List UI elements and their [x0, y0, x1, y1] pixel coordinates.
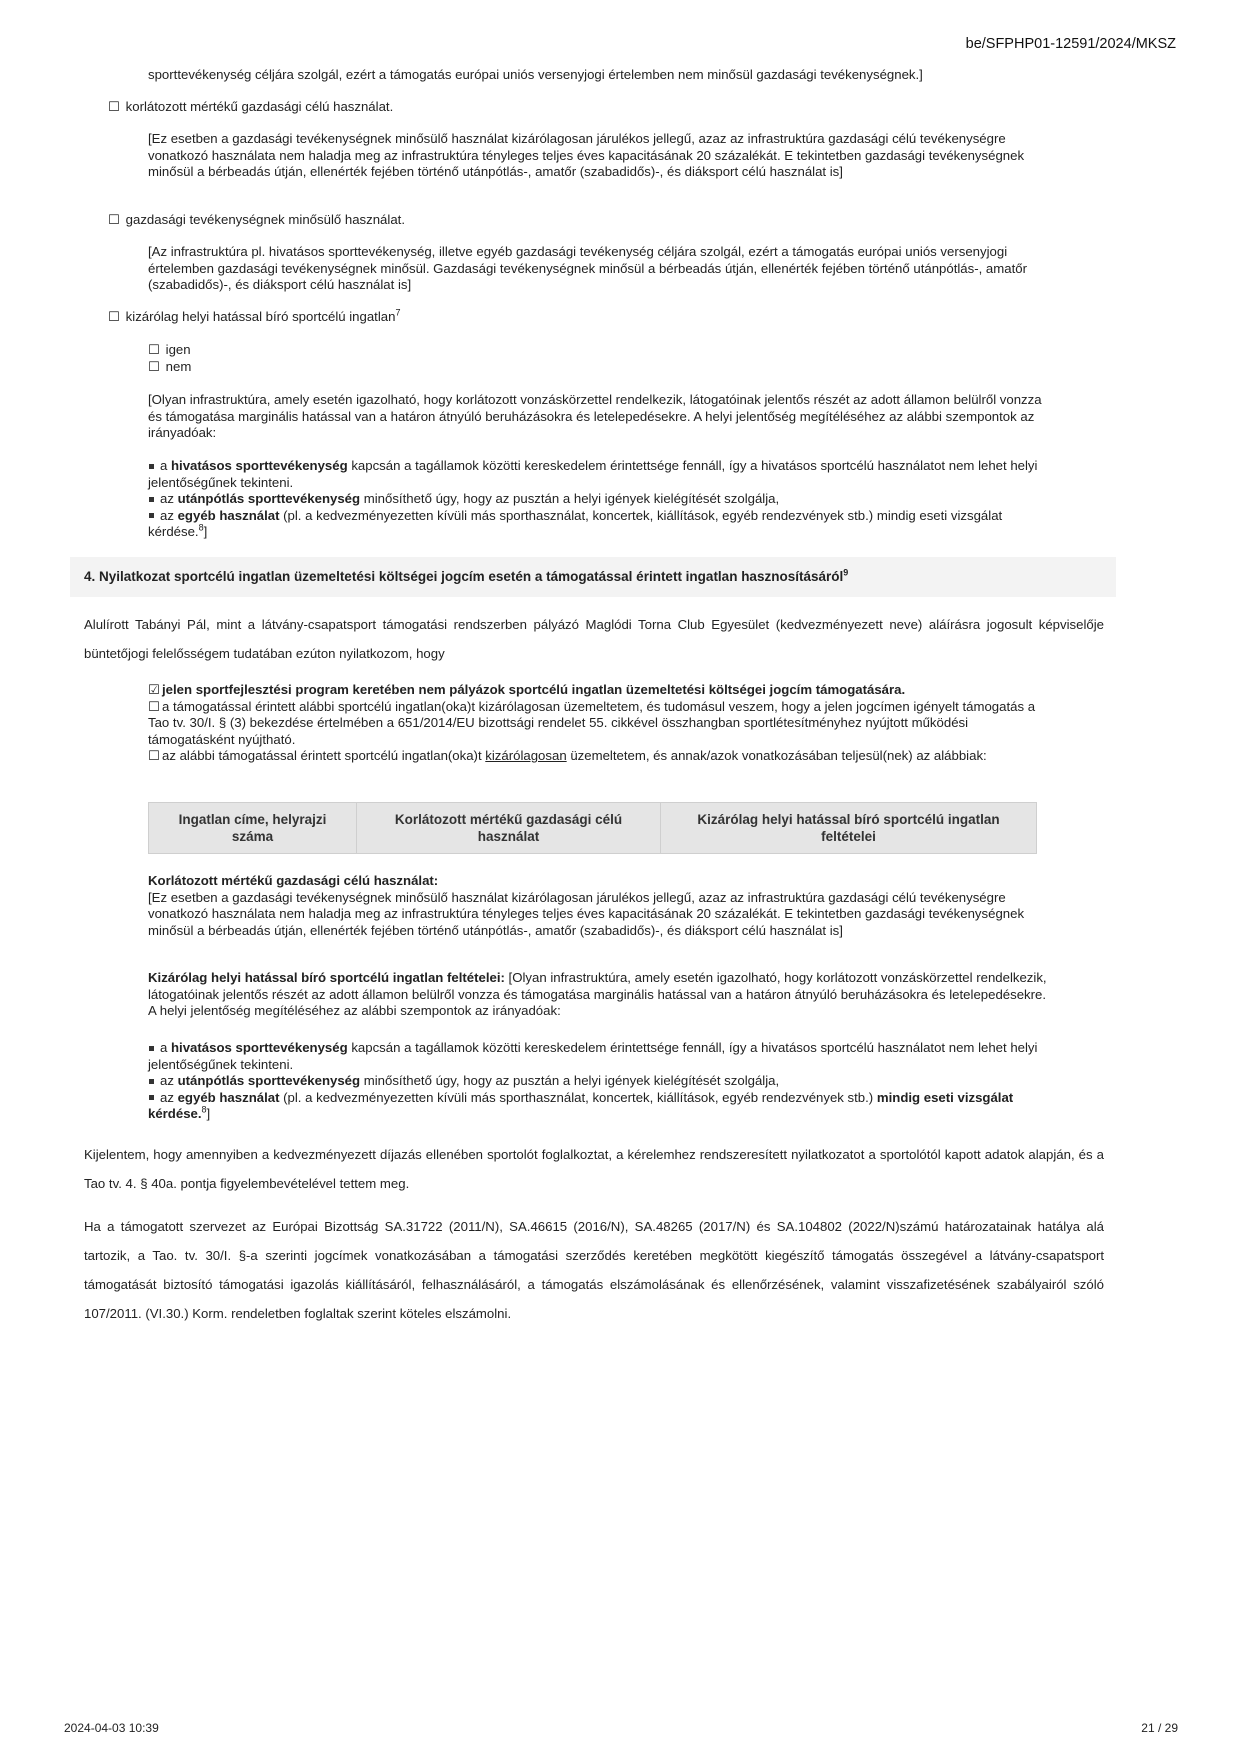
table-header-local-impact: Kizárólag helyi hatással bíró sportcélú ingatlan feltételei	[661, 803, 1037, 854]
option-limited-use-description: [Ez esetben a gazdasági tevékenységnek minősülő használat kizárólagosan járulékos jellegű, azaz az infrastruktúra gazdasági célú tevékenységre vonatkozó használata nem haladja meg az infrastruktúra tényleges teljes éves kapacitásának 20 százalékát. E tekintetben gazdasági tevékenységnek minősül a bérbeadás útján, ellenérték fejében történő utánpótlás-, amatőr (szabadidős)-, és diáksport célú használat is]	[148, 131, 1025, 179]
list-item: az egyéb használat (pl. a kedvezményezetten kívüli más sporthasználat, koncertek, kiállítások, egyéb rendezvények stb.) mindig eseti vizsgálat kérdése.$^8$]	[148, 507, 1003, 539]
bullet-icon	[149, 1079, 154, 1084]
section-4-heading: 4. Nyilatkozat sportcélú ingatlan üzemeltetési költségei jogcím esetén a támogatással érintett ingatlan hasznosításáról$^9$	[70, 557, 1116, 597]
checkbox-no[interactable]: ☐	[148, 359, 160, 374]
declaration-no-application-text: jelen sportfejlesztési program keretében nem pályázok sportcélú ingatlan üzemeltetési költségei jogcím támogatására.	[162, 682, 906, 697]
declaration-no-application	[148, 682, 1048, 699]
bullet-icon	[149, 1095, 154, 1100]
option-economic-use-label: gazdasági tevékenységnek minősülő használat.	[125, 212, 405, 227]
criteria-list-1	[148, 458, 1048, 541]
list-item: a hivatásos sporttevékenység kapcsán a tagállamok közötti kereskedelem érintettsége fennáll, így a hivatásos sportcélú használatot nem lehet helyi jelentőségűnek tekinteni.	[148, 458, 1038, 490]
local-impact-definition-title: Kizárólag helyi hatással bíró sportcélú ingatlan feltételei:	[148, 970, 505, 985]
list-item: a hivatásos sporttevékenység kapcsán a tagállamok közötti kereskedelem érintettsége fennáll, így a hivatásos sportcélú használatot nem lehet helyi jelentőségűnek tekinteni.	[148, 1040, 1038, 1072]
table-header-address: Ingatlan címe, helyrajzi száma	[149, 803, 357, 854]
option-yes	[148, 342, 1048, 359]
eu-commission-paragraph: Ha a támogatott szervezet az Európai Bizottság SA.31722 (2011/N), SA.46615 (2016/N), SA.48265 (2017/N) és SA.104802 (2022/N)számú határozatainak hatálya alá tartozik, a Tao. tv. 30/I. §-a szerinti jogcímek vonatkozásában a támogatási szerződés keretében megkötött kiegészítő támogatás összegével a látvány-csapatsport támogatását biztosító támogatási igazolás kiállításáról, felhasználásáról, a támogatás elszámolásának és ellenőrzésének, valamint visszafizetésének szabályairól szóló 107/2011. (VI.30.) Korm. rendeletben foglaltak szerint köteles elszámolni.	[84, 1219, 1104, 1321]
option-limited-use-label: korlátozott mértékű gazdasági célú használat.	[125, 99, 394, 114]
bullet-icon	[149, 497, 154, 502]
limited-use-definition	[148, 873, 1048, 939]
checkbox-no-application[interactable]: ☑	[148, 682, 160, 697]
declarations	[148, 682, 1048, 765]
statement-paragraph: Alulírott Tabányi Pál, mint a látvány-csapatsport támogatási rendszerben pályázó Maglódi Torna Club Egyesület (kedvezményezett neve) aláírásra jogosult képviselője büntetőjogi felelősségem tudatában ezúton nyilatkozom, hogy	[84, 617, 1104, 661]
local-impact-definition	[148, 970, 1048, 1020]
page-number: 21 / 29	[1141, 1721, 1178, 1735]
option-limited-use	[108, 99, 1068, 116]
local-impact-definition-text: [Olyan infrastruktúra, amely esetén igazolható, hogy korlátozott vonzáskörzettel rendelkezik, látogatóinak jelentős részét az adott államon belülről vonzza és támogatása marginális hatással van a határon átnyúló beruházásokra és letelepedésekre. A helyi jelentőség megítéléséhez az alábbi szempontok az irányadóak:	[148, 970, 1047, 1018]
declaration-paragraph: Kijelentem, hogy amennyiben a kedvezményezett díjazás ellenében sportolót foglalkoztat, a kérelemhez rendszeresített nyilatkozatot a sportolótól kapott adatok alapján, és a Tao tv. 4. § 40a. pontja figyelembevételével tettem meg.	[84, 1147, 1104, 1191]
checkbox-local-impact[interactable]: ☐	[108, 309, 120, 324]
property-table	[148, 802, 1037, 854]
document-id: be/SFPHP01-12591/2024/MKSZ	[965, 36, 1176, 52]
declaration-exclusive-operation-text: a támogatással érintett alábbi sportcélú ingatlan(oka)t kizárólagosan üzemeltetem, és tudomásul veszem, hogy a jelen jogcímen igényelt támogatás a Tao tv. 30/I. § (3) bekezdése értelmében a 651/2014/EU bizottsági rendelet 55. cikkével összhangban sportlétesítményhez nyújtott működési támogatásként nyújtható.	[148, 698, 1036, 747]
checkbox-limited-use[interactable]: ☐	[108, 99, 120, 114]
list-item: az utánpótlás sporttevékenység minősíthető úgy, hogy az pusztán a helyi igények kielégítését szolgálja,	[148, 1073, 1048, 1090]
footer-datetime: 2024-04-03 10:39	[64, 1721, 159, 1735]
limited-use-definition-text: [Ez esetben a gazdasági tevékenységnek minősülő használat kizárólagosan járulékos jellegű, azaz az infrastruktúra gazdasági célú tevékenységre vonatkozó használata nem haladja meg az infrastruktúra tényleges teljes éves kapacitásának 20 százalékát. E tekintetben gazdasági tevékenységnek minősül a bérbeadás útján, ellenérték fejében történő utánpótlás-, amatőr (szabadidős)-, és diáksport célú használat is]	[148, 889, 1025, 938]
table-header-limited-use: Korlátozott mértékű gazdasági célú használat	[357, 803, 661, 854]
checkbox-yes[interactable]: ☐	[148, 342, 160, 357]
option-no-label: nem	[165, 359, 192, 374]
limited-use-definition-title: Korlátozott mértékű gazdasági célú használat:	[148, 873, 439, 888]
bullet-icon	[149, 513, 154, 518]
option-local-impact	[108, 309, 1068, 326]
option-local-impact-label: kizárólag helyi hatással bíró sportcélú ingatlan	[125, 309, 396, 324]
option-economic-use-description: [Az infrastruktúra pl. hivatásos sporttevékenység, illetve egyéb gazdasági tevékenység céljára szolgál, ezért a támogatás európai uniós versenyjogi értelemben gazdasági tevékenységnek minősül. Gazdasági tevékenységnek minősül a bérbeadás útján, ellenérték fejében történő utánpótlás-, amatőr (szabadidős)-, és diáksport célú használat is]	[148, 244, 1027, 292]
footnote-ref-8: 8	[201, 1104, 207, 1115]
bullet-icon	[149, 1046, 154, 1051]
criteria-list-2	[148, 1040, 1048, 1123]
footnote-ref-8: 8	[198, 522, 204, 533]
table-header-row	[149, 803, 1037, 854]
bullet-icon	[149, 464, 154, 469]
footnote-ref-9: 9	[843, 567, 849, 578]
checkbox-economic-use[interactable]: ☐	[108, 212, 120, 227]
checkbox-exclusive-operation[interactable]: ☐	[148, 698, 160, 714]
continuation-text: sporttevékenység céljára szolgál, ezért a támogatás európai uniós versenyjogi értelemben nem minősül gazdasági tevékenységnek.]	[148, 67, 923, 82]
option-economic-use	[108, 212, 1068, 229]
footnote-ref-7: 7	[395, 307, 401, 318]
option-no	[148, 359, 1048, 376]
declaration-exclusive-operation	[148, 699, 1048, 749]
declaration-conditions: ☐ az alábbi támogatással érintett sportcélú ingatlan(oka)t kizárólagosan üzemeltetem, és annak/azok vonatkozásában teljesül(nek) az alábbiak:	[148, 748, 987, 763]
list-item: az egyéb használat (pl. a kedvezményezetten kívüli más sporthasználat, koncertek, kiállítások, egyéb rendezvények stb.) mindig eseti vizsgálat kérdése.$^8$]	[148, 1089, 1014, 1121]
list-item: az utánpótlás sporttevékenység minősíthető úgy, hogy az pusztán a helyi igények kielégítését szolgálja,	[148, 491, 1048, 508]
option-local-impact-description: [Olyan infrastruktúra, amely esetén igazolható, hogy korlátozott vonzáskörzettel rendelkezik, látogatóinak jelentős részét az adott államon belülről vonzza és támogatása marginális hatással van a határon átnyúló beruházásokra és letelepedésekre. A helyi jelentőség megítéléséhez az alábbi szempontok az irányadóak:	[148, 392, 1042, 440]
checkbox-conditions[interactable]: ☐	[148, 748, 160, 763]
option-yes-label: igen	[165, 342, 191, 357]
